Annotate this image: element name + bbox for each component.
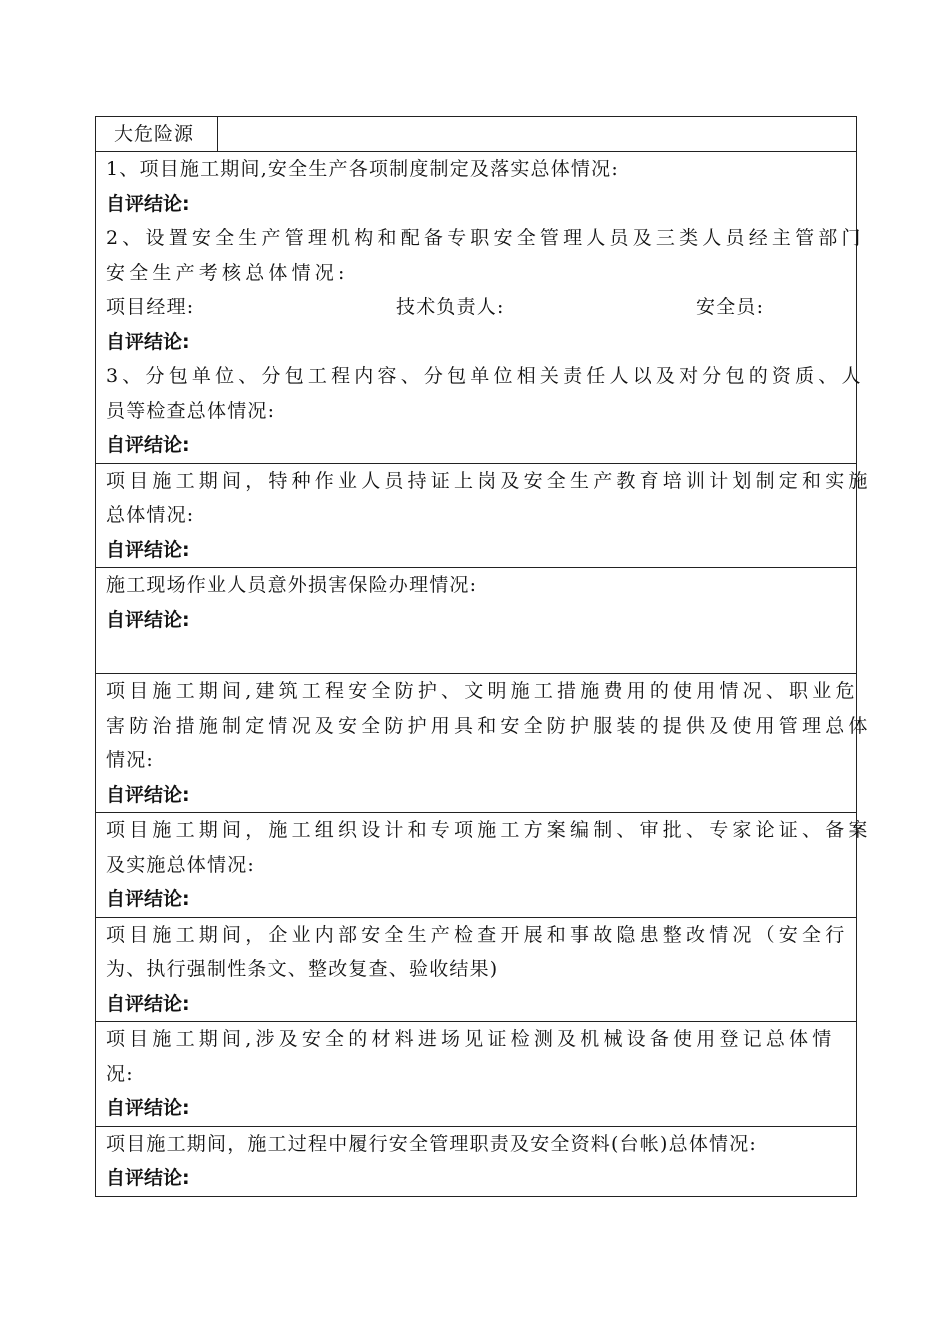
section-text: 项目施工期间，企业内部安全生产检查开展和事故隐患整改情况（安全行	[106, 923, 849, 946]
item-3-text: 员等检查总体情况:	[106, 399, 276, 422]
header-row	[96, 117, 856, 151]
blank-space	[106, 637, 847, 673]
role-technical-lead: 技术负责人:	[396, 296, 505, 318]
role-safety-officer: 安全员:	[696, 296, 765, 318]
section-text: 害防治措施制定情况及安全防护用具和安全防护服装的提供及使用管理总体	[106, 714, 872, 737]
conclusion-label: 自评结论:	[106, 992, 190, 1015]
section-text: 总体情况:	[106, 504, 195, 526]
conclusion-label: 自评结论:	[106, 783, 190, 806]
conclusion-label: 自评结论:	[106, 434, 190, 456]
item-3-text: 3、分包单位、分包工程内容、分包单位相关责任人以及对分包的资质、人	[106, 365, 865, 387]
section-text: 情况:	[106, 749, 155, 771]
header-label: 大危险源	[96, 117, 218, 151]
conclusion-label: 自评结论:	[106, 1097, 190, 1119]
section-row-7	[96, 1021, 856, 1126]
section-text: 项目施工期间,涉及安全的材料进场见证检测及机械设备使用登记总体情	[106, 1028, 836, 1050]
conclusion-label: 自评结论:	[106, 330, 190, 353]
section-text: 项目施工期间，施工过程中履行安全管理职责及安全资料(台帐)总体情况:	[106, 1132, 758, 1155]
item-1-text: 1、项目施工期间,安全生产各项制度制定及落实总体情况:	[106, 158, 619, 180]
item-2-text: 2、设置安全生产管理机构和配备专职安全管理人员及三类人员经主管部门	[106, 227, 865, 249]
conclusion-label: 自评结论:	[106, 888, 190, 910]
section-row-8	[96, 1126, 856, 1196]
conclusion-label: 自评结论:	[106, 1167, 190, 1189]
self-evaluation-table	[95, 116, 872, 1197]
section-row-3	[96, 567, 856, 673]
header-value	[218, 117, 856, 151]
conclusion-label: 自评结论:	[106, 192, 190, 215]
role-fields	[106, 290, 847, 325]
section-row-4	[96, 673, 872, 812]
section-text: 及实施总体情况:	[106, 853, 256, 876]
section-text: 项目施工期间，施工组织设计和专项施工方案编制、审批、专家论证、备案	[106, 819, 872, 841]
section-text: 项目施工期间，特种作业人员持证上岗及安全生产教育培训计划制定和实施	[106, 469, 872, 492]
section-text: 施工现场作业人员意外损害保险办理情况:	[106, 574, 478, 596]
role-project-manager: 项目经理:	[106, 296, 195, 318]
section-text: 为、执行强制性条文、整改复查、验收结果)	[106, 958, 499, 980]
item-2-text: 安全生产考核总体情况:	[106, 261, 349, 284]
section-row-1	[96, 151, 865, 463]
section-row-2	[96, 463, 872, 568]
section-text: 况:	[106, 1062, 134, 1085]
conclusion-label: 自评结论:	[106, 538, 190, 561]
section-text: 项目施工期间,建筑工程安全防护、文明施工措施费用的使用情况、职业危	[106, 680, 859, 702]
conclusion-label: 自评结论:	[106, 608, 190, 631]
section-row-5	[96, 812, 872, 917]
section-row-6	[96, 917, 856, 1022]
